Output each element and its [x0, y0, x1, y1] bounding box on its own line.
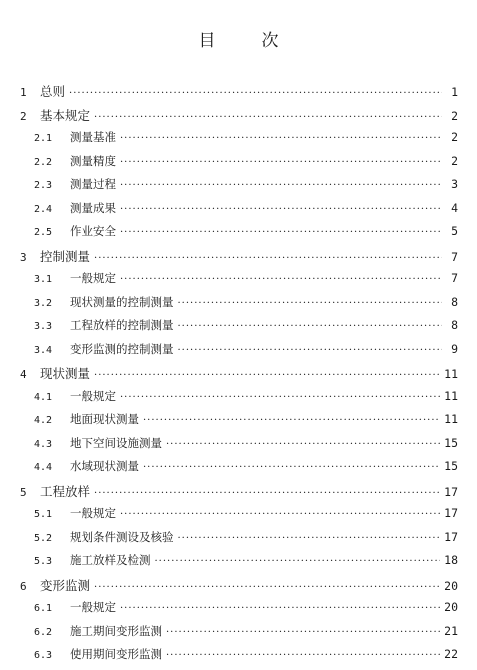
- toc-entry-title: 作业安全: [70, 224, 116, 238]
- toc-entry-number: 2.4: [34, 203, 53, 215]
- toc-entry-number: 3.1: [34, 274, 53, 285]
- toc-entry-page: 7: [451, 249, 458, 264]
- toc-entry-page: 1: [451, 85, 458, 99]
- dot-leader: [94, 253, 442, 264]
- toc-entry-title: 测量基准: [70, 130, 116, 144]
- toc-entry-number: 6: [20, 579, 27, 593]
- dot-leader: [166, 439, 440, 450]
- toc-section-entry[interactable]: [20, 435, 458, 459]
- toc-entry-page: 9: [451, 341, 458, 356]
- toc-entry-title: 使用期间变形监测: [70, 647, 162, 661]
- toc-section-entry[interactable]: [20, 317, 458, 341]
- dot-leader: [120, 133, 442, 144]
- toc-entry-number: 5: [20, 485, 27, 499]
- toc-entry-page: 17: [444, 484, 458, 499]
- dot-leader: [178, 298, 443, 309]
- toc-entry-page: 2: [451, 130, 458, 144]
- toc-entry-page: 15: [444, 435, 458, 450]
- toc-entry-title: 地面现状测量: [70, 412, 139, 426]
- toc-entry-page: 18: [444, 553, 458, 567]
- dot-leader: [178, 345, 443, 356]
- toc-section-entry[interactable]: [20, 176, 458, 200]
- toc-entry-title: 施工期间变形监测: [70, 623, 162, 638]
- toc-entry-number: 6.3: [34, 650, 53, 661]
- toc-section-entry[interactable]: [20, 270, 458, 294]
- toc-entry-title: 现状测量的控制测量: [70, 294, 174, 309]
- toc-chapter-entry[interactable]: [20, 82, 458, 106]
- toc-chapter-entry[interactable]: [20, 364, 458, 388]
- toc-entry-number: 2.2: [34, 156, 53, 168]
- toc-entry-title: 一般规定: [70, 388, 116, 403]
- toc-entry-title: 现状测量: [40, 366, 91, 381]
- toc-entry-page: 8: [451, 318, 458, 332]
- dot-leader: [120, 180, 442, 191]
- dot-leader: [143, 462, 440, 473]
- toc-entry-page: 7: [451, 271, 458, 285]
- toc-chapter-entry[interactable]: [20, 482, 458, 506]
- title-char-2: 次: [261, 31, 279, 51]
- dot-leader: [120, 392, 440, 403]
- dot-leader: [166, 627, 440, 638]
- toc-entry-title: 控制测量: [40, 248, 91, 264]
- dot-leader: [120, 204, 442, 215]
- toc-entry-page: 5: [451, 224, 458, 238]
- dot-leader: [120, 227, 442, 238]
- toc-entry-number: 4: [20, 368, 27, 381]
- toc-entry-page: 11: [444, 367, 458, 381]
- toc-entry-title: 地下空间设施测量: [70, 435, 162, 450]
- dot-leader: [94, 370, 440, 381]
- toc-entry-page: 8: [451, 294, 458, 309]
- toc-entry-page: 20: [444, 578, 458, 593]
- toc-entry-number: 5.1: [34, 509, 53, 520]
- toc-entry-title: 测量成果: [70, 200, 116, 215]
- toc-entry-number: 4.2: [34, 415, 53, 426]
- toc-entry-page: 2: [451, 108, 458, 123]
- toc-entry-title: 一般规定: [70, 600, 116, 614]
- toc-section-entry[interactable]: [20, 458, 458, 482]
- toc-section-entry[interactable]: [20, 529, 458, 553]
- toc-entry-number: 1: [20, 86, 27, 99]
- toc-chapter-entry[interactable]: [20, 576, 458, 600]
- toc-entry-title: 施工放样及检测: [70, 553, 151, 567]
- toc-entry-title: 测量精度: [70, 153, 116, 168]
- dot-leader: [120, 157, 442, 168]
- toc-entry-number: 3.4: [34, 344, 53, 356]
- toc-entry-title: 工程放样的控制测量: [70, 318, 174, 332]
- toc-entry-number: 3.2: [34, 297, 53, 309]
- toc-section-entry[interactable]: [20, 505, 458, 529]
- toc-section-entry[interactable]: [20, 153, 458, 177]
- toc-entry-number: 4.1: [34, 391, 53, 403]
- dot-leader: [178, 321, 443, 332]
- dot-leader: [120, 509, 440, 520]
- toc-section-entry[interactable]: [20, 552, 458, 576]
- toc-entry-page: 21: [444, 623, 458, 638]
- toc-section-entry[interactable]: [20, 623, 458, 647]
- dot-leader: [166, 650, 440, 661]
- page-title: [0, 26, 477, 51]
- title-char-1: 目: [198, 31, 216, 51]
- toc-section-entry[interactable]: [20, 388, 458, 412]
- toc-entry-page: 17: [444, 506, 458, 520]
- toc-entry-number: 3: [20, 250, 27, 264]
- toc-entry-title: 变形监测: [40, 577, 91, 593]
- toc-entry-number: 6.1: [34, 603, 53, 614]
- dot-leader: [94, 112, 442, 123]
- toc-entry-page: 2: [451, 153, 458, 168]
- dot-leader: [155, 556, 441, 567]
- toc-entry-page: 11: [444, 388, 458, 403]
- toc-section-entry[interactable]: [20, 599, 458, 623]
- toc-entry-number: 4.4: [34, 462, 53, 473]
- toc-entry-number: 6.2: [34, 626, 53, 638]
- toc-entry-title: 变形监测的控制测量: [70, 341, 174, 356]
- dot-leader: [143, 415, 440, 426]
- toc-section-entry[interactable]: [20, 411, 458, 435]
- dot-leader: [94, 582, 440, 593]
- toc-entry-title: 规划条件测设及核验: [70, 529, 174, 544]
- toc-section-entry[interactable]: [20, 223, 458, 247]
- dot-leader: [69, 88, 442, 99]
- toc-entry-number: 2.5: [34, 227, 53, 238]
- toc-section-entry[interactable]: [20, 341, 458, 365]
- dot-leader: [178, 533, 441, 544]
- toc-entry-number: 5.2: [34, 532, 53, 544]
- toc-entry-number: 4.3: [34, 438, 53, 450]
- toc-entry-page: 22: [444, 647, 458, 661]
- toc-entry-page: 17: [444, 529, 458, 544]
- toc-entry-title: 工程放样: [40, 483, 91, 499]
- toc-entry-number: 3.3: [34, 321, 53, 332]
- toc-entry-page: 15: [444, 459, 458, 473]
- toc-entry-number: 2.3: [34, 180, 53, 191]
- toc-entry-page: 20: [444, 600, 458, 614]
- table-of-contents: [20, 82, 458, 670]
- dot-leader: [94, 488, 440, 499]
- toc-entry-title: 基本规定: [40, 107, 91, 123]
- dot-leader: [120, 603, 440, 614]
- toc-entry-title: 水域现状测量: [70, 459, 139, 473]
- toc-entry-number: 2.1: [34, 133, 53, 144]
- toc-section-entry[interactable]: [20, 294, 458, 318]
- toc-entry-page: 3: [451, 177, 458, 191]
- dot-leader: [120, 274, 442, 285]
- toc-entry-title: 一般规定: [70, 506, 116, 520]
- toc-entry-title: 测量过程: [70, 177, 116, 191]
- toc-chapter-entry[interactable]: [20, 106, 458, 130]
- toc-section-entry[interactable]: [20, 129, 458, 153]
- toc-section-entry[interactable]: [20, 200, 458, 224]
- toc-chapter-entry[interactable]: [20, 247, 458, 271]
- toc-entry-number: 5.3: [34, 556, 53, 567]
- toc-entry-title: 一般规定: [70, 271, 116, 285]
- toc-entry-page: 11: [444, 412, 458, 426]
- toc-entry-number: 2: [20, 109, 27, 123]
- toc-entry-page: 4: [451, 200, 458, 215]
- toc-section-entry[interactable]: [20, 646, 458, 670]
- toc-entry-title: 总则: [40, 84, 66, 99]
